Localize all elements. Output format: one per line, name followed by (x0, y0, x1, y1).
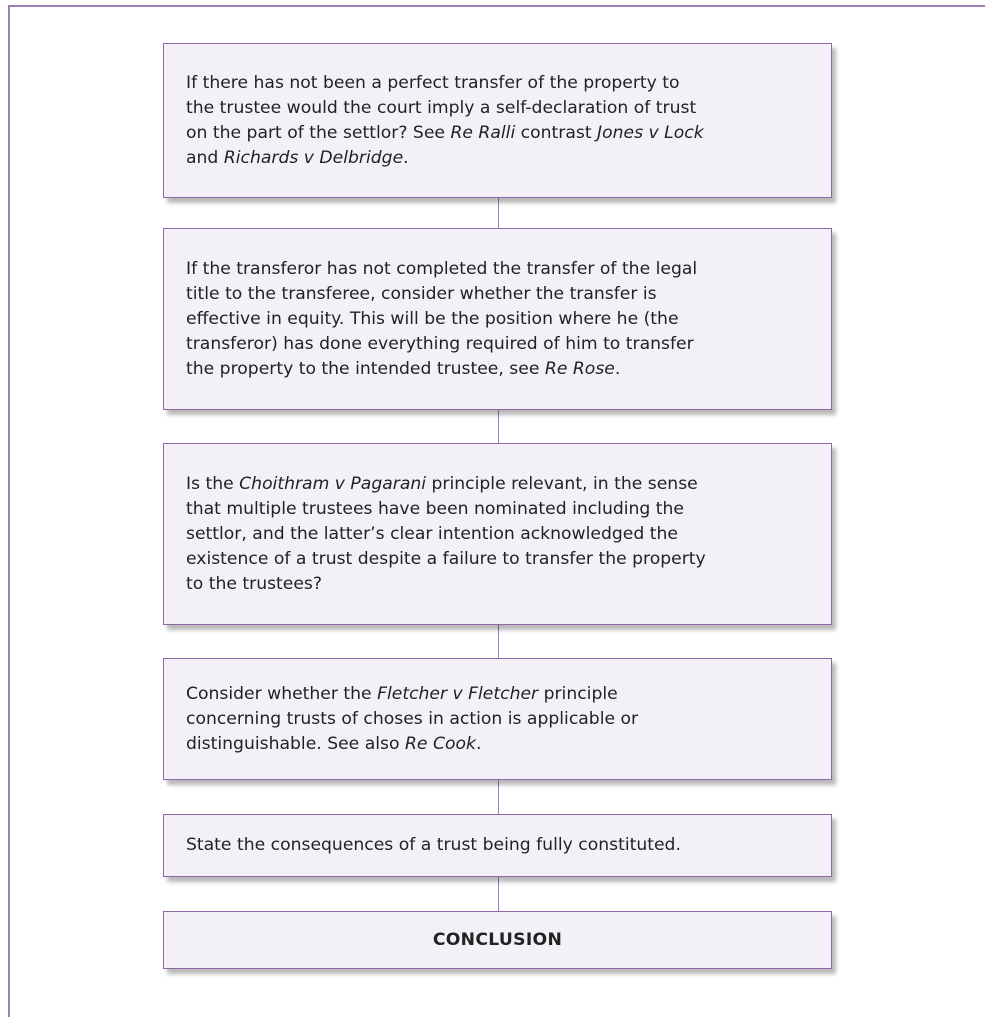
conclusion-label: CONCLUSION (432, 929, 563, 950)
text-segment: the trustee would the court imply a self-declaration of trust (186, 97, 697, 118)
box-text-line (186, 833, 809, 858)
flow-box-fletcher-principle (163, 658, 832, 780)
text-segment: to the trustees? (186, 573, 323, 594)
text-segment: . (614, 358, 621, 379)
text-segment: . (475, 733, 482, 754)
box-text-line (186, 257, 809, 282)
case-name: Choithram v Pagarani (239, 473, 427, 494)
box-text-line (186, 732, 809, 757)
connector-5 (498, 877, 499, 911)
text-segment: If there has not been a perfect transfer of the property to (186, 72, 680, 93)
text-segment: effective in equity. This will be the position where he (the (186, 308, 679, 329)
box-text-line (186, 71, 809, 96)
connector-1 (498, 198, 499, 228)
box-text-line (186, 146, 809, 171)
box-text-line (186, 307, 809, 332)
text-segment: If the transferor has not completed the transfer of the legal (186, 258, 698, 279)
box-text-line (433, 928, 562, 953)
text-segment: contrast (515, 122, 598, 143)
case-name: Richards v Delbridge (223, 147, 404, 168)
text-segment: State the consequences of a trust being fully constituted. (186, 835, 681, 855)
text-segment: distinguishable. See also (186, 733, 405, 754)
box-text-line (186, 282, 809, 307)
box-text-line (186, 121, 809, 146)
flow-box-conclusion (163, 911, 832, 969)
text-segment: the property to the intended trustee, see (186, 358, 545, 379)
text-segment: settlor, and the latter’s clear intention acknowledged the (186, 523, 678, 544)
connector-3 (498, 625, 499, 658)
flow-box-consequences (163, 814, 832, 877)
text-segment: transferor) has done everything required of him to transfer (186, 333, 694, 354)
text-segment: concerning trusts of choses in action is applicable or (186, 708, 639, 729)
case-name: Fletcher v Fletcher (377, 683, 539, 704)
box-text-line (186, 707, 809, 732)
text-segment: . (403, 147, 409, 168)
text-segment: existence of a trust despite a failure to transfer the property (186, 548, 706, 569)
text-segment: on the part of the settlor? See (186, 122, 451, 143)
box-text-line (186, 472, 809, 497)
case-name: Re Ralli (450, 122, 516, 143)
case-name: Re Cook (404, 733, 476, 754)
case-name: Jones v Lock (597, 122, 704, 143)
box-text-line (186, 522, 809, 547)
connector-4 (498, 780, 499, 814)
flow-box-choithram-principle (163, 443, 832, 625)
box-text-line (186, 682, 809, 707)
flow-box-implied-self-declaration (163, 43, 832, 198)
text-segment: Is the (186, 473, 240, 494)
box-text-line (186, 96, 809, 121)
box-text-line (186, 497, 809, 522)
box-text-line (186, 572, 809, 597)
text-segment: that multiple trustees have been nominated including the (186, 498, 685, 519)
case-name: Re Rose (544, 358, 615, 379)
text-segment: title to the transferee, consider whether the transfer is (186, 283, 657, 304)
box-text-line (186, 332, 809, 357)
text-segment: principle relevant, in the sense (426, 473, 698, 494)
text-segment: Consider whether the (186, 683, 378, 704)
text-segment: and (186, 147, 224, 168)
box-text-line (186, 547, 809, 572)
connector-2 (498, 410, 499, 443)
flow-box-transfer-effective-in-equity (163, 228, 832, 410)
text-segment: principle (538, 683, 618, 704)
box-text-line (186, 357, 809, 382)
